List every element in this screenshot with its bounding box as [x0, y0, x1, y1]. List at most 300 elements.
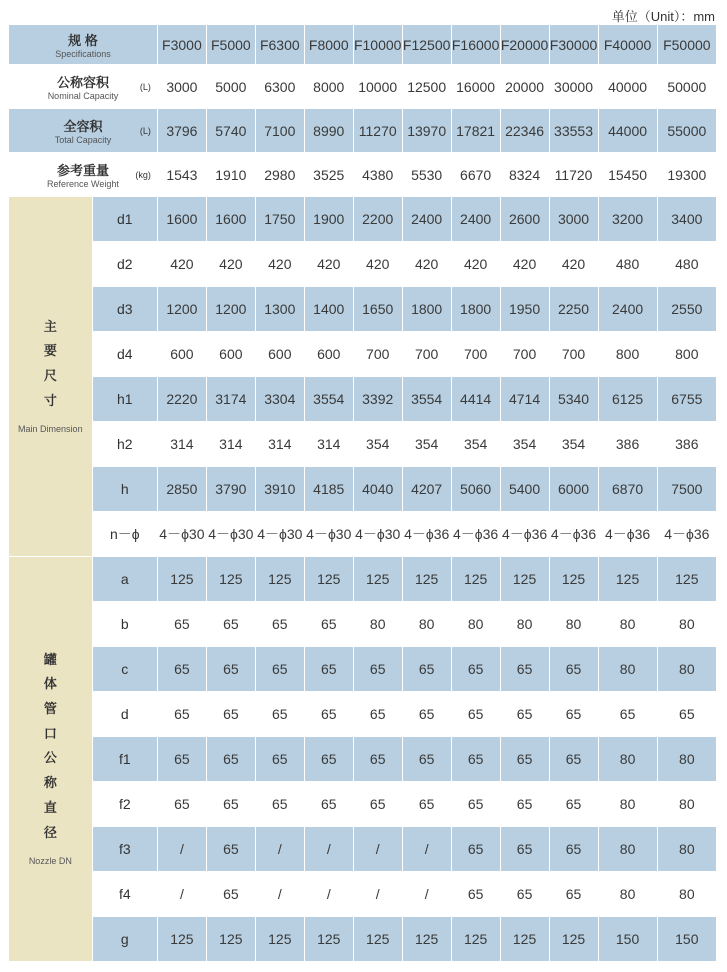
group-char: 主 [43, 318, 57, 334]
table-cell: 65 [402, 782, 451, 827]
dimension-row [9, 557, 717, 602]
table-cell: 1750 [255, 197, 304, 242]
table-cell: 600 [206, 332, 255, 377]
table-cell: 6670 [451, 153, 500, 197]
table-cell: 125 [657, 557, 716, 602]
table-cell: 80 [402, 602, 451, 647]
table-cell: 65 [255, 647, 304, 692]
table-cell: 4－ϕ36 [657, 512, 716, 557]
table-cell: 65 [353, 647, 402, 692]
dimension-label: d1 [92, 197, 157, 242]
table-cell: 314 [255, 422, 304, 467]
dimension-row [9, 872, 717, 917]
dimension-row [9, 647, 717, 692]
table-cell: 4－ϕ30 [255, 512, 304, 557]
table-cell: 12500 [402, 65, 451, 109]
table-cell: 65 [500, 737, 549, 782]
table-cell: 80 [657, 782, 716, 827]
group-en: Main Dimension [18, 424, 83, 435]
table-cell: 125 [598, 557, 657, 602]
table-cell: 4380 [353, 153, 402, 197]
table-cell: 125 [451, 917, 500, 962]
table-cell: 700 [353, 332, 402, 377]
table-cell: 4－ϕ36 [549, 512, 598, 557]
table-cell: 3200 [598, 197, 657, 242]
table-cell: 4－ϕ30 [157, 512, 206, 557]
table-cell: 3392 [353, 377, 402, 422]
table-cell: 6870 [598, 467, 657, 512]
table-cell: 1900 [304, 197, 353, 242]
table-cell: 65 [304, 782, 353, 827]
dimension-label: g [92, 917, 157, 962]
table-cell: 65 [206, 602, 255, 647]
table-cell: 800 [657, 332, 716, 377]
table-cell: 125 [500, 917, 549, 962]
table-cell: 65 [206, 692, 255, 737]
table-cell: 1300 [255, 287, 304, 332]
dimension-row [9, 287, 717, 332]
table-cell: 2250 [549, 287, 598, 332]
table-cell: / [157, 872, 206, 917]
table-cell: 420 [353, 242, 402, 287]
row-label [9, 153, 158, 197]
table-cell: 125 [549, 917, 598, 962]
table-cell: 1600 [157, 197, 206, 242]
model-header: F3000 [157, 25, 206, 65]
dimension-row [9, 737, 717, 782]
model-header: F30000 [549, 25, 598, 65]
table-cell: 125 [451, 557, 500, 602]
table-cell: 8324 [500, 153, 549, 197]
table-cell: 65 [255, 782, 304, 827]
table-cell: 3554 [304, 377, 353, 422]
unit-label: (kg) [135, 169, 151, 180]
table-cell: 65 [500, 872, 549, 917]
table-cell: 65 [500, 647, 549, 692]
table-cell: 65 [549, 827, 598, 872]
group-char: 罐 [43, 651, 57, 667]
table-cell: 10000 [353, 65, 402, 109]
table-cell: 1950 [500, 287, 549, 332]
table-cell: 65 [157, 692, 206, 737]
table-cell: 65 [304, 647, 353, 692]
row-label [9, 109, 158, 153]
table-cell: / [157, 827, 206, 872]
table-cell: 65 [255, 602, 304, 647]
dimension-row [9, 467, 717, 512]
table-cell: 44000 [598, 109, 657, 153]
table-cell: 420 [304, 242, 353, 287]
table-cell: 65 [353, 692, 402, 737]
table-cell: 65 [402, 737, 451, 782]
table-cell: 8990 [304, 109, 353, 153]
table-cell: 125 [402, 917, 451, 962]
table-cell: 2550 [657, 287, 716, 332]
table-cell: / [353, 872, 402, 917]
table-cell: 80 [598, 827, 657, 872]
model-header: F20000 [500, 25, 549, 65]
model-header: F5000 [206, 25, 255, 65]
table-cell: 65 [353, 737, 402, 782]
table-cell: 1800 [451, 287, 500, 332]
table-cell: 6125 [598, 377, 657, 422]
table-cell: 65 [206, 872, 255, 917]
table-cell: 65 [500, 782, 549, 827]
label-en: Nominal Capacity [47, 91, 119, 101]
unit-label: (L) [139, 125, 151, 136]
table-cell: 17821 [451, 109, 500, 153]
table-cell: 4－ϕ36 [402, 512, 451, 557]
table-cell: 65 [657, 692, 716, 737]
table-cell: 3304 [255, 377, 304, 422]
dimension-label: d [92, 692, 157, 737]
table-cell: 125 [549, 557, 598, 602]
table-cell: 3525 [304, 153, 353, 197]
table-cell: 125 [353, 917, 402, 962]
table-cell: 386 [598, 422, 657, 467]
table-cell: 65 [451, 737, 500, 782]
table-cell: 30000 [549, 65, 598, 109]
table-cell: 16000 [451, 65, 500, 109]
table-cell: 80 [657, 602, 716, 647]
dimension-label: b [92, 602, 157, 647]
table-cell: 80 [598, 872, 657, 917]
table-cell: 65 [353, 782, 402, 827]
table-cell: 1200 [157, 287, 206, 332]
table-cell: 2400 [451, 197, 500, 242]
table-cell: 19300 [657, 153, 716, 197]
table-cell: 125 [157, 557, 206, 602]
table-cell: 65 [157, 782, 206, 827]
model-header: F16000 [451, 25, 500, 65]
group-char: 直 [43, 799, 57, 815]
table-cell: 5000 [206, 65, 255, 109]
table-cell: 65 [206, 647, 255, 692]
table-cell: 314 [206, 422, 255, 467]
table-cell: 420 [206, 242, 255, 287]
dimension-label: d3 [92, 287, 157, 332]
group-char: 管 [43, 701, 57, 717]
table-cell: 125 [353, 557, 402, 602]
table-cell: 2980 [255, 153, 304, 197]
unit-label: (L) [139, 81, 151, 92]
table-cell: 600 [304, 332, 353, 377]
dimension-label: f1 [92, 737, 157, 782]
table-cell: 480 [598, 242, 657, 287]
table-cell: 80 [657, 647, 716, 692]
table-cell: 80 [598, 782, 657, 827]
table-cell: 33553 [549, 109, 598, 153]
table-cell: 420 [500, 242, 549, 287]
table-cell: 700 [402, 332, 451, 377]
table-cell: 354 [353, 422, 402, 467]
dimension-row [9, 782, 717, 827]
table-cell: 4－ϕ30 [304, 512, 353, 557]
table-cell: 65 [451, 872, 500, 917]
table-cell: 80 [549, 602, 598, 647]
table-cell: 125 [157, 917, 206, 962]
table-cell: 1910 [206, 153, 255, 197]
table-cell: 80 [657, 737, 716, 782]
table-cell: 6300 [255, 65, 304, 109]
label-cn: 公称容积 [56, 75, 109, 90]
table-cell: 125 [206, 557, 255, 602]
table-cell: 80 [598, 602, 657, 647]
table-cell: 2400 [402, 197, 451, 242]
table-cell: 1543 [157, 153, 206, 197]
main-dimension-group [9, 197, 93, 557]
table-cell: 125 [255, 557, 304, 602]
table-cell: 800 [598, 332, 657, 377]
table-cell: 1650 [353, 287, 402, 332]
dimension-row [9, 692, 717, 737]
table-cell: 11270 [353, 109, 402, 153]
table-cell: 125 [206, 917, 255, 962]
table-cell: 80 [657, 827, 716, 872]
table-cell: 3910 [255, 467, 304, 512]
table-cell: 2400 [598, 287, 657, 332]
table-cell: 65 [304, 602, 353, 647]
table-cell: 1200 [206, 287, 255, 332]
table-cell: 386 [657, 422, 716, 467]
table-cell: 700 [451, 332, 500, 377]
table-cell: 50000 [657, 65, 716, 109]
label-en: Reference Weight [47, 179, 119, 189]
table-cell: 125 [402, 557, 451, 602]
table-cell: 65 [451, 647, 500, 692]
table-cell: 5530 [402, 153, 451, 197]
table-cell: / [255, 827, 304, 872]
table-cell: 2220 [157, 377, 206, 422]
table-cell: 65 [402, 692, 451, 737]
dimension-label: d2 [92, 242, 157, 287]
table-cell: 4－ϕ30 [206, 512, 255, 557]
table-cell: 6755 [657, 377, 716, 422]
label-cn: 参考重量 [56, 163, 109, 178]
table-cell: 3554 [402, 377, 451, 422]
table-cell: 4－ϕ36 [500, 512, 549, 557]
table-cell: 4－ϕ36 [598, 512, 657, 557]
group-char: 寸 [43, 392, 57, 408]
dimension-row [9, 242, 717, 287]
label-cn: 规 格 [68, 33, 98, 48]
table-cell: 80 [598, 647, 657, 692]
table-cell: 65 [451, 827, 500, 872]
table-cell: 80 [657, 872, 716, 917]
table-cell: 65 [157, 602, 206, 647]
unit-note: 单位（Unit）：mm [611, 9, 715, 24]
table-cell: 5740 [206, 109, 255, 153]
specification-table [8, 24, 717, 962]
table-cell: 700 [500, 332, 549, 377]
table-cell: 65 [206, 782, 255, 827]
dimension-label: h [92, 467, 157, 512]
model-header: F50000 [657, 25, 716, 65]
table-cell: 420 [157, 242, 206, 287]
table-cell: 65 [255, 737, 304, 782]
dimension-label: f3 [92, 827, 157, 872]
table-cell: 6000 [549, 467, 598, 512]
table-cell: 65 [500, 692, 549, 737]
table-cell: 65 [549, 737, 598, 782]
table-cell: 5060 [451, 467, 500, 512]
table-cell: 7500 [657, 467, 716, 512]
dimension-label: h2 [92, 422, 157, 467]
table-cell: 2200 [353, 197, 402, 242]
table-cell: 13970 [402, 109, 451, 153]
group-char: 体 [43, 676, 57, 692]
group-char: 尺 [43, 367, 57, 383]
table-cell: 5340 [549, 377, 598, 422]
table-cell: 354 [451, 422, 500, 467]
model-header: F8000 [304, 25, 353, 65]
table-cell: 314 [157, 422, 206, 467]
table-cell: 3790 [206, 467, 255, 512]
table-cell: 600 [255, 332, 304, 377]
dimension-row [9, 332, 717, 377]
table-cell: 354 [549, 422, 598, 467]
table-cell: 314 [304, 422, 353, 467]
table-cell: 15450 [598, 153, 657, 197]
table-cell: 65 [255, 692, 304, 737]
table-cell: / [402, 827, 451, 872]
table-cell: 65 [206, 737, 255, 782]
table-cell: 65 [500, 827, 549, 872]
table-cell: / [255, 872, 304, 917]
table-cell: 65 [402, 647, 451, 692]
dimension-label: f4 [92, 872, 157, 917]
dimension-row [9, 197, 717, 242]
table-cell: 1600 [206, 197, 255, 242]
table-cell: 80 [353, 602, 402, 647]
group-char: 公 [43, 750, 57, 766]
table-cell: 65 [304, 737, 353, 782]
table-cell: / [304, 872, 353, 917]
table-cell: 2850 [157, 467, 206, 512]
table-cell: 80 [451, 602, 500, 647]
dimension-label: f2 [92, 782, 157, 827]
dimension-row [9, 422, 717, 467]
table-cell: / [402, 872, 451, 917]
table-cell: 65 [549, 692, 598, 737]
table-cell: 65 [549, 647, 598, 692]
table-cell: 125 [304, 557, 353, 602]
spec-row [9, 109, 717, 153]
table-cell: / [353, 827, 402, 872]
model-header: F12500 [402, 25, 451, 65]
dimension-label: h1 [92, 377, 157, 422]
table-cell: 3796 [157, 109, 206, 153]
dimension-row [9, 602, 717, 647]
table-cell: 2600 [500, 197, 549, 242]
model-header: F6300 [255, 25, 304, 65]
spec-row [9, 153, 717, 197]
table-cell: 7100 [255, 109, 304, 153]
table-cell: 11720 [549, 153, 598, 197]
table-cell: 600 [157, 332, 206, 377]
table-cell: 1800 [402, 287, 451, 332]
dimension-label: n－ϕ [92, 512, 157, 557]
table-cell: 65 [304, 692, 353, 737]
table-cell: 5400 [500, 467, 549, 512]
model-header: F40000 [598, 25, 657, 65]
table-cell: / [304, 827, 353, 872]
spec-row [9, 65, 717, 109]
table-cell: 700 [549, 332, 598, 377]
table-cell: 420 [402, 242, 451, 287]
group-char: 径 [43, 824, 57, 840]
dimension-row [9, 827, 717, 872]
table-cell: 354 [500, 422, 549, 467]
group-char: 称 [43, 775, 57, 791]
table-cell: 4185 [304, 467, 353, 512]
header-row [9, 25, 717, 65]
table-cell: 65 [549, 782, 598, 827]
table-cell: 3400 [657, 197, 716, 242]
table-cell: 3000 [549, 197, 598, 242]
table-cell: 65 [157, 647, 206, 692]
table-cell: 125 [304, 917, 353, 962]
table-cell: 4040 [353, 467, 402, 512]
table-cell: 40000 [598, 65, 657, 109]
label-cn: 全容积 [63, 119, 103, 134]
dimension-label: a [92, 557, 157, 602]
table-cell: 3174 [206, 377, 255, 422]
table-cell: 150 [598, 917, 657, 962]
table-cell: 65 [451, 782, 500, 827]
table-cell: 420 [451, 242, 500, 287]
table-cell: 4714 [500, 377, 549, 422]
table-cell: 22346 [500, 109, 549, 153]
label-en: Total Capacity [54, 135, 112, 145]
table-cell: 65 [206, 827, 255, 872]
table-cell: 80 [500, 602, 549, 647]
table-cell: 8000 [304, 65, 353, 109]
row-label [9, 65, 158, 109]
dimension-label: d4 [92, 332, 157, 377]
specifications-label [9, 25, 158, 65]
table-cell: 4－ϕ30 [353, 512, 402, 557]
label-en: Specifications [55, 49, 111, 59]
table-cell: 65 [598, 692, 657, 737]
table-cell: 4207 [402, 467, 451, 512]
table-cell: 125 [500, 557, 549, 602]
dimension-row [9, 512, 717, 557]
table-cell: 354 [402, 422, 451, 467]
table-cell: 80 [598, 737, 657, 782]
group-char: 口 [43, 725, 57, 741]
table-cell: 65 [451, 692, 500, 737]
model-header: F10000 [353, 25, 402, 65]
dimension-label: c [92, 647, 157, 692]
table-cell: 150 [657, 917, 716, 962]
table-cell: 4－ϕ36 [451, 512, 500, 557]
table-cell: 65 [157, 737, 206, 782]
dimension-row [9, 917, 717, 962]
nozzle-dn-group [9, 557, 93, 962]
table-cell: 4414 [451, 377, 500, 422]
table-cell: 1400 [304, 287, 353, 332]
table-cell: 3000 [157, 65, 206, 109]
table-cell: 125 [255, 917, 304, 962]
group-en: Nozzle DN [28, 856, 72, 867]
table-cell: 55000 [657, 109, 716, 153]
group-char: 要 [43, 343, 57, 359]
table-cell: 20000 [500, 65, 549, 109]
table-cell: 65 [549, 872, 598, 917]
dimension-row [9, 377, 717, 422]
table-cell: 420 [549, 242, 598, 287]
